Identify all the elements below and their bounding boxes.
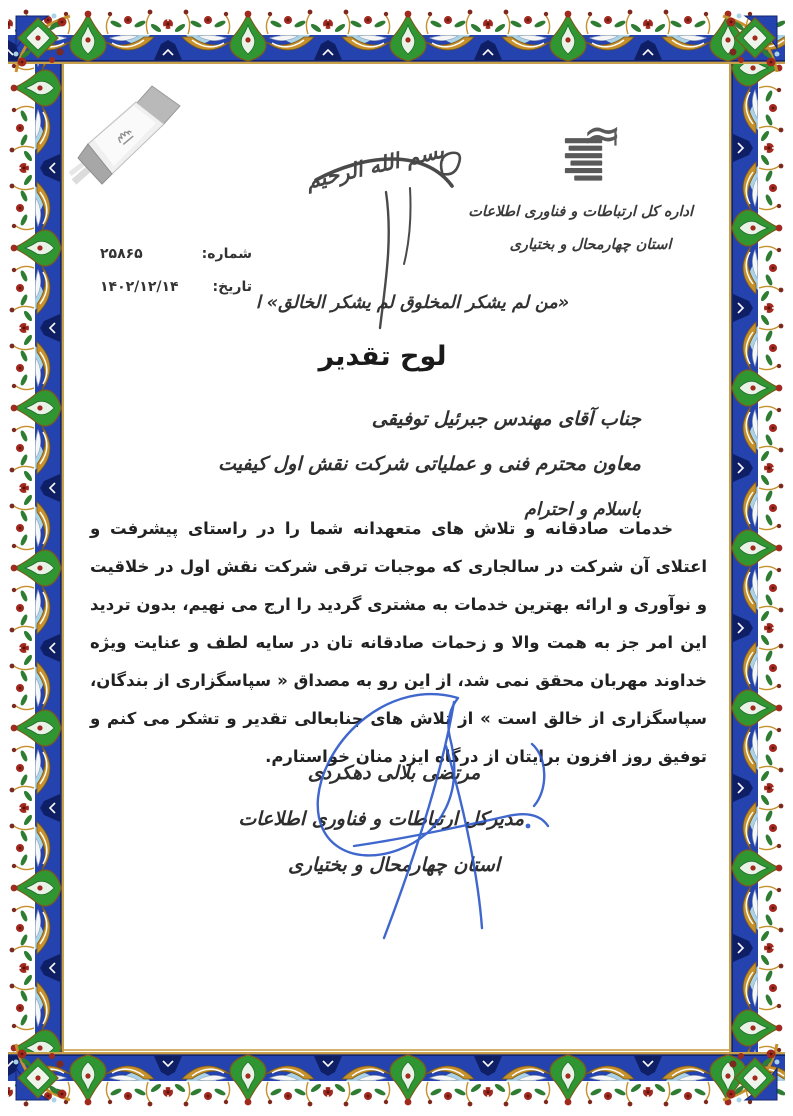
number-row [100,243,252,265]
recipient-role-line: معاون محترم فنی و عملیاتی شرکت نقش اول کیفیت [218,453,641,475]
signatory-name: مرتضی بلالی دهکردی [307,762,481,784]
recipient-name-line: جناب آقای مهندس جبرئیل توفیقی [371,408,641,430]
letter-body: خدمات صادقانه و تلاش های متعهدانه شما را در راستای پیشرفت و اعتلای آن شرکت در سالجاری که موجبات ترقی شرکت نقش اول در خلاقیت و نوآوری و ارائه بهترین خدمات به مشتری گردید را ارج می نهیم، بدون تردید این امر جز به همت والا و زحمات صادقانه تان در سایه لطف و عنایت ویژه خداوند مهربان محقق نمی شد، از این رو به مصداق « سپاسگزاری از بندگان، سپاسگزاری از خالق است » از تلاش های جنابعالی تقدیر و تشکر می کنم و توفیق روز افزون برایتان از درگاه ایزد منان خواستارم. [90,519,707,766]
org-name-line: اداره کل ارتباطات و فناوری اطلاعات [468,204,693,220]
bismillah-text: بسم الله الرحیم [303,138,447,194]
iran-flag-photo [64,82,194,200]
signatory-role: مدیرکل ارتباطات و فناوری اطلاعات [238,808,524,830]
ict-ministry-logo-icon [563,122,619,186]
number-label: شماره: [201,246,252,262]
org-province-line: استان چهارمحال و بختیاری [509,237,672,253]
page-title: لوح تقدیر [318,341,447,372]
hadith-line: «من لم یشکر المخلوق لم یشکر الخالق» ا [255,293,570,313]
number-value: ۲۵۸۶۵ [100,246,143,262]
signature-block [238,750,524,888]
date-label: تاریخ: [212,279,252,295]
date-value: ۱۴۰۲/۱۲/۱۴ [100,279,179,295]
letterhead-org-block [468,122,693,255]
signatory-province: استان چهارمحال و بختیاری [287,854,501,876]
salutation-line: باسلام و احترام [524,499,641,520]
